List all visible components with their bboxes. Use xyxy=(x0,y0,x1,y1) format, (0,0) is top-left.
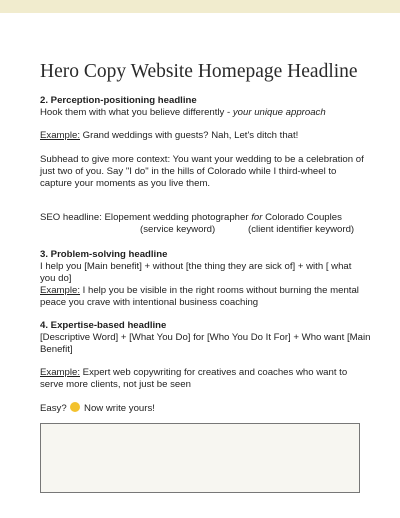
example-text: Expert web copywriting for creatives and coaches who want to xyxy=(80,367,348,378)
section-4-example-2: serve more clients, not just be seen xyxy=(40,379,191,390)
section-3-example xyxy=(40,285,370,297)
seo-tail: Colorado Couples xyxy=(262,212,342,223)
example-text: I help you be visible in the right rooms without burning the mental xyxy=(80,285,359,296)
example-label: Example: xyxy=(40,367,80,378)
page-title: Hero Copy Website Homepage Headline xyxy=(40,61,358,82)
seo-headline xyxy=(40,212,370,224)
seo-emphasis: for xyxy=(251,212,263,223)
section-4-formula-1: [Descriptive Word] + [What You Do] for [Who You Do It For] + Who want [Main xyxy=(40,332,371,343)
example-label: Example: xyxy=(40,285,80,296)
section-2-example xyxy=(40,130,370,142)
answer-box[interactable] xyxy=(40,423,360,493)
section-3-example-2: peace you crave with intentional business coaching xyxy=(40,297,259,308)
section-2-hook xyxy=(40,107,370,119)
winking-face-icon xyxy=(70,402,80,412)
subhead-line-2: just two of you. Say "I do" in the hills of Colorado while I third-wheel to xyxy=(40,166,337,177)
hook-emphasis: your unique approach xyxy=(232,107,326,118)
section-3-formula-1: I help you [Main benefit] + without [the thing they are sick of] + with [ what xyxy=(40,261,352,272)
closing-tail: Now write yours! xyxy=(81,403,155,414)
subhead-line-1: Subhead to give more context: You want your wedding to be a celebration of xyxy=(40,154,364,165)
seo-lead: SEO headline: Elopement wedding photographer xyxy=(40,212,252,223)
client-keyword-label: (client identifier keyword) xyxy=(248,224,355,235)
section-3-formula-2: you do] xyxy=(40,273,72,284)
closing-line xyxy=(40,402,370,415)
hook-lead: Hook them with what you believe differently - xyxy=(40,107,233,118)
section-4-heading: 4. Expertise-based headline xyxy=(40,320,167,331)
service-keyword-label: (service keyword) xyxy=(140,224,216,235)
top-color-band xyxy=(0,0,400,13)
section-4-example xyxy=(40,367,370,379)
subhead-line-3: capture your moments as you live them. xyxy=(40,178,211,189)
section-2-heading: 2. Perception-positioning headline xyxy=(40,95,197,106)
section-3-heading: 3. Problem-solving headline xyxy=(40,249,168,260)
closing-lead: Easy? xyxy=(40,403,70,414)
example-label: Example: xyxy=(40,130,80,141)
section-4-formula-2: Benefit] xyxy=(40,344,73,355)
example-text: Grand weddings with guests? Nah, Let's ditch that! xyxy=(80,130,299,141)
